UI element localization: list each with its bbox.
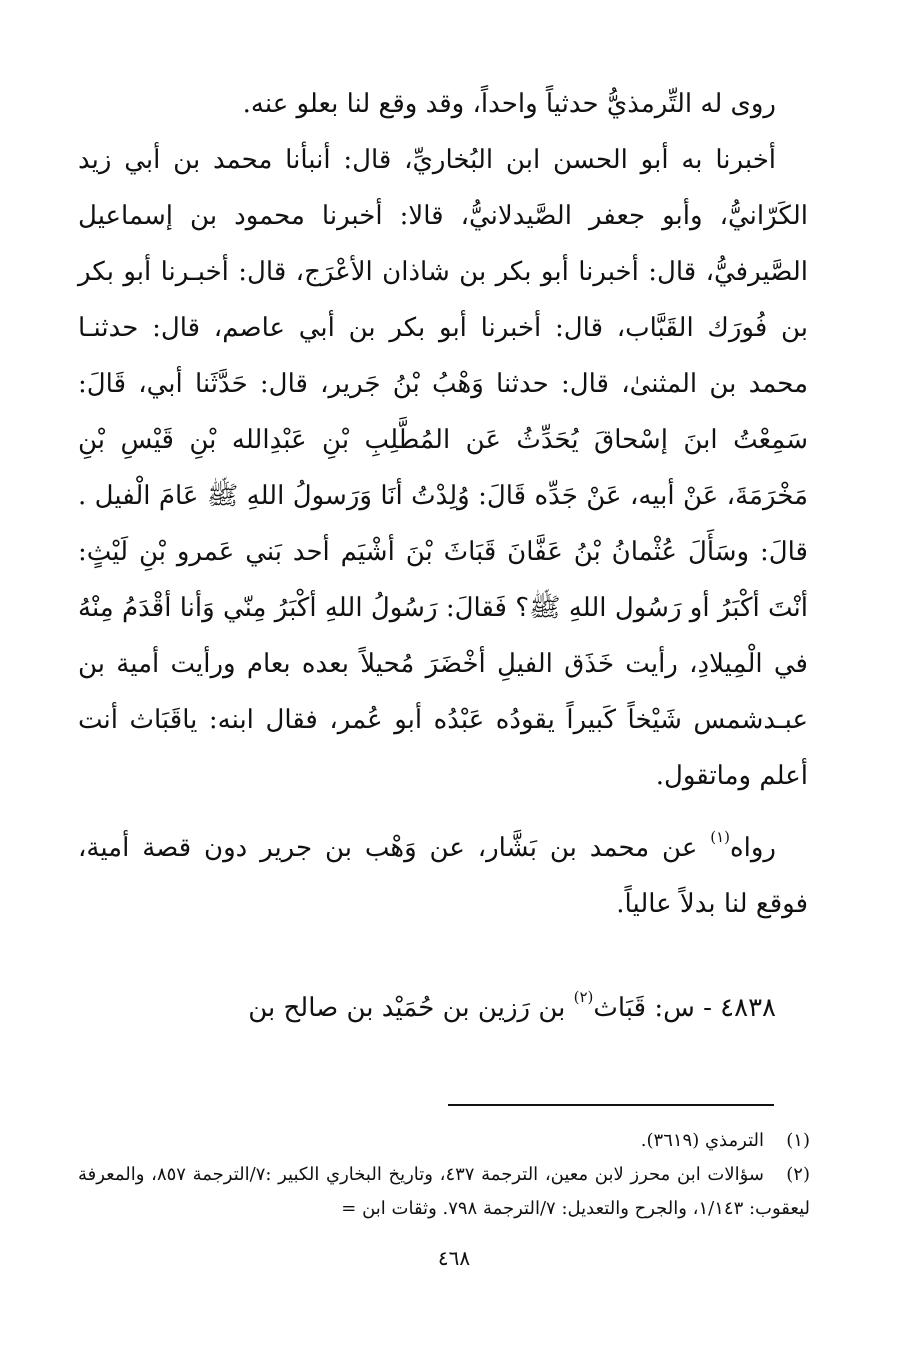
biography-entry-heading [78,980,808,1036]
footnotes [78,1124,810,1226]
footnote-1 [78,1124,810,1158]
footnote-separator [448,1104,774,1106]
footnote-number: (١) [786,1130,810,1151]
narration-text-start: رواه [730,833,776,863]
narration-paragraph [78,820,808,932]
footnote-number: (٢) [786,1164,810,1185]
page-number: ٤٦٨ [437,1246,471,1270]
intro-paragraph: روى له التِّرمذيُّ حدثياً واحداً، وقد وقع لنا بعلو عنه. [242,89,776,119]
footnote-text: سؤالات ابن محرز لابن معين، الترجمة ٤٣٧، وتاريخ البخاري الكبير :٧/الترجمة ٨٥٧، والمعرفة ليعقوب: ١/١٤٣، والجرح والتعديل: ٧/الترجمة ٧٩٨. وثقات ابن = [78,1164,810,1219]
footnote-ref-1: (١) [710,828,731,846]
entry-number-and-name: ٤٨٣٨ - س: قَبَاث [593,993,776,1023]
footnote-2 [78,1158,810,1226]
footnote-ref-2: (٢) [573,988,594,1006]
entry-lineage: بن رَزين بن حُمَيْد بن صالح بن [248,993,574,1023]
main-text [78,76,808,1036]
footnote-text: الترمذي (٣٦١٩). [640,1130,764,1151]
hadith-chain-paragraph: أخبرنا به أبو الحسن ابن البُخاريِّ، قال: أنبأنا محمد بن أبي زيد الكَرّانيُّ، وأبو جعفر الصَّيدلانيُّ، قالا: أخبرنا محمود بن إسماعيل الصَّيرفيُّ، قال: أخبرنا أبو بكر بن شاذان الأعْرَج، قال: أخبـرنا أبو بكر بن فُورَك القَبَّاب، قال: أخبرنا أبو بكر بن أبي عاصم، قال: حدثنـا محمد بن المثنىٰ، قال: حدثنا وَهْبُ بْنُ جَرير، قال: حَدَّثَنا أبي، قَالَ: سَمِعْتُ ابنَ إسْحاقَ يُحَدِّثُ عَن المُطَّلِبِ بْنِ عَبْدِالله بْنِ قَيْسِ بْنِ مَخْرَمَةَ، عَنْ أبيه، عَنْ جَدِّه قَالَ: وُلِدْتُ أنَا وَرَسولُ اللهِ ﷺ عَامَ الْفيل . قالَ: وسَأَلَ عُثْمانُ بْنُ عَفَّانَ قَبَاثَ بْنَ أشْيَم أحد بَني عَمرو بْنِ لَيْثٍ: أنْتَ أكْبَرُ أو رَسُول اللهِ ﷺ؟ فَقالَ: رَسُولُ اللهِ أكْبَرُ مِنّي وَأنا أقْدَمُ مِنْهُ في الْمِيلادِ، رأيت خَذَق الفيلِ أخْضَرَ مُحيلاً بعده بعام ورأيت أمية بن عبـدشمس شَيْخاً كَبيراً يقودُه عَبْدُه أبو عُمر، فقال ابنه: ياقَبَاث أنت أعلم وماتقول. [78,145,809,791]
narration-text-end: عن محمد بن بَشَّار، عن وَهْب بن جرير دون قصة أمية، فوقع لنا بدلاً عالياً. [78,833,808,919]
